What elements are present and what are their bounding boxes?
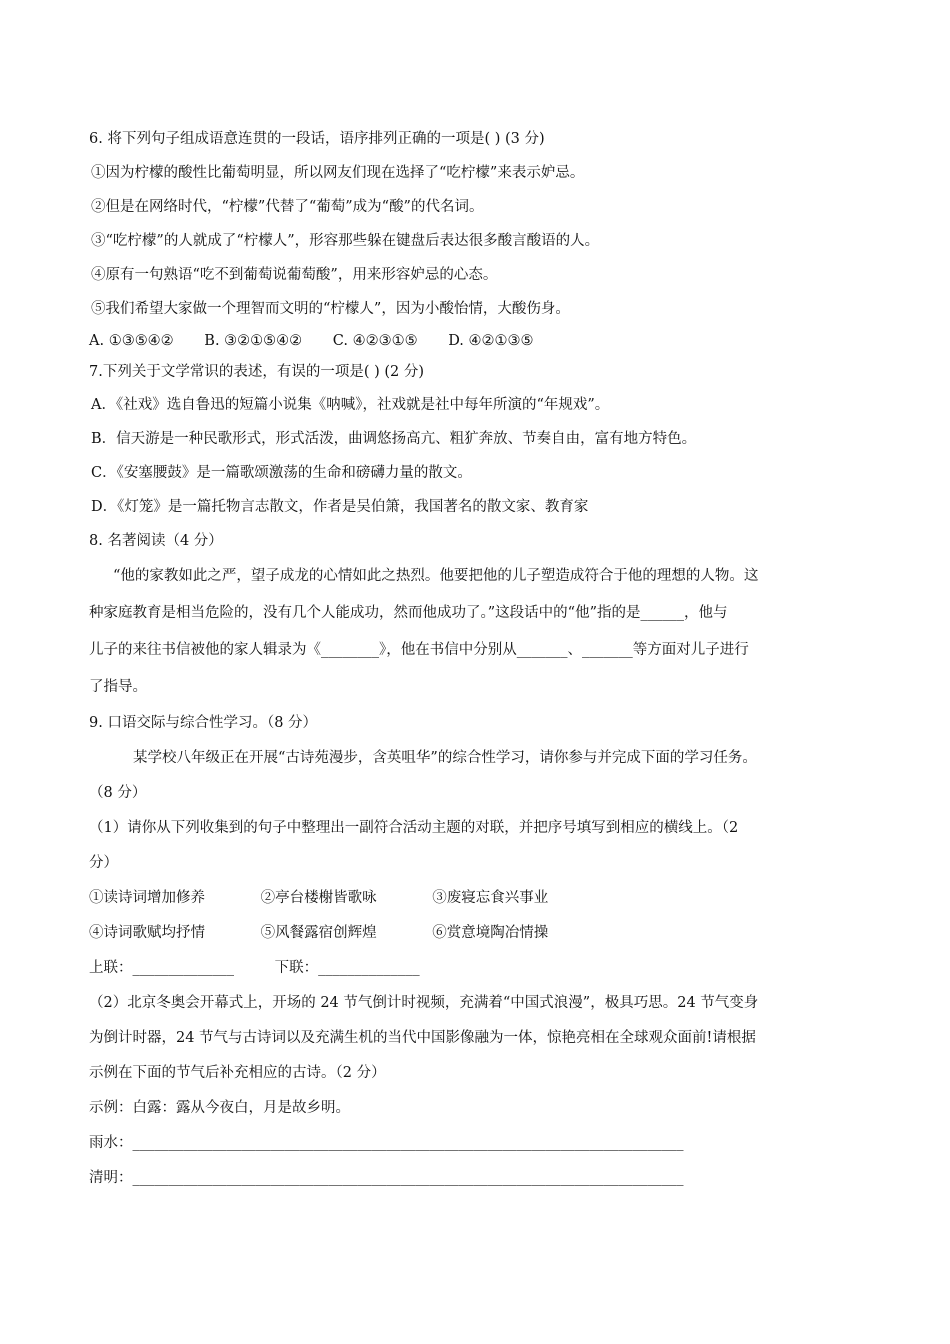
q8-passage-line-3: 儿子的来往书信被他的家人辑录为《________》，他在书信中分别从_______、_______等方面对儿子进行 [89,642,749,658]
q6-option-c: C. ④②③①⑤ [332,333,418,349]
couplet-option-1: ①读诗词增加修养 [89,890,205,906]
q9-part2-line-2: 为倒计时器，24 节气与古诗词以及充满生机的当代中国影像融为一体，惊艳亮相在全球观众面前!请根据 [89,1030,756,1046]
question-8 [89,524,879,706]
q7-option-b: B．信天游是一种民歌形式，形式活泼，曲调悠扬高亢、粗犷奔放、节奏自由，富有地方特色。 [91,431,697,447]
couplet-option-6: ⑥赏意境陶冶情操 [432,925,549,941]
q7-option-a: A．《社戏》选自鲁迅的短篇小说集《呐喊》，社戏就是社中每年所演的“年规戏”。 [91,397,610,413]
q7-option-d: D．《灯笼》是一篇托物言志散文，作者是吴伯箫，我国著名的散文家、教育家 [91,499,589,515]
q8-passage-line-1: “他的家教如此之严，望子成龙的心情如此之热烈。他要把他的儿子塑造成符合于他的理想的人物。这 [113,568,759,584]
q8-passage-line-2: 种家庭教育是相当危险的，没有几个人能成功，然而他成功了。”这段话中的“他”指的是______，他与 [89,605,728,621]
q9-part1-line-2: 分） [89,855,118,871]
question-6 [89,122,879,357]
yushui-answer-blank[interactable]: 雨水：____________________________________________________________________________ [89,1135,684,1151]
exam-page [89,122,879,1196]
upper-couplet-blank[interactable]: 上联：______________ [89,960,234,976]
q9-part2-line-3: 示例在下面的节气后补充相应的古诗。（2 分） [89,1065,386,1081]
couplet-option-5: ⑤风餐露宿创辉煌 [260,925,377,941]
q9-intro-line-1: 某学校八年级正在开展“古诗苑漫步，含英咀华”的综合性学习，请你参与并完成下面的学习任务。 [133,750,757,766]
question-9 [89,706,879,1196]
q6-option-a: A. ①③⑤④② [89,333,174,349]
q9-part1-line-1: （1）请你从下列收集到的句子中整理出一副符合活动主题的对联，并把序号填写到相应的横线上。（2 [89,820,739,836]
question-8-stem: 8. 名著阅读（4 分） [89,533,223,549]
q6-sentence-3: ③“吃柠檬”的人就成了“柠檬人”，形容那些躲在键盘后表达很多酸言酸语的人。 [91,233,600,249]
question-9-stem: 9. 口语交际与综合性学习。（8 分） [89,715,318,731]
q6-options [89,326,879,357]
q7-option-c: C．《安塞腰鼓》是一篇歌颂激荡的生命和磅礴力量的散文。 [91,465,472,481]
question-7 [89,357,879,524]
couplet-option-2: ②亭台楼榭皆歌咏 [260,890,377,906]
q9-intro-line-2: （8 分） [89,785,147,801]
q8-passage-line-4: 了指导。 [89,679,147,695]
question-7-stem: 7.下列关于文学常识的表述，有误的一项是( ) (2 分) [89,364,425,380]
q6-option-b: B. ③②①⑤④② [204,333,303,349]
question-6-stem: 6. 将下列句子组成语意连贯的一段话，语序排列正确的一项是( ) (3 分) [89,131,545,147]
couplet-option-4: ④诗词歌赋均抒情 [89,925,205,941]
q6-sentence-4: ④原有一句熟语“吃不到葡萄说葡萄酸”，用来形容妒忌的心态。 [91,267,498,283]
q9-couplet-answer-row [89,951,879,986]
q6-option-d: D. ④②①③⑤ [448,333,534,349]
q6-sentence-2: ②但是在网络时代，“柠檬”代替了“葡萄”成为“酸”的代名词。 [91,199,484,215]
couplet-option-3: ③废寝忘食兴事业 [432,890,549,906]
q9-couplet-row-1 [89,881,879,916]
q9-couplet-row-2 [89,916,879,951]
lower-couplet-blank[interactable]: 下联：______________ [274,960,420,976]
q9-part2-line-1: （2）北京冬奥会开幕式上，开场的 24 节气倒计时视频，充满着“中国式浪漫”，极具巧思。24 节气变身 [89,995,759,1011]
q9-example: 示例：白露：露从今夜白，月是故乡明。 [89,1100,350,1116]
q6-sentence-5: ⑤我们希望大家做一个理智而文明的“柠檬人”，因为小酸怡情，大酸伤身。 [91,301,570,317]
qingming-answer-blank[interactable]: 清明：____________________________________________________________________________ [89,1170,684,1186]
q6-sentence-1: ①因为柠檬的酸性比葡萄明显，所以网友们现在选择了“吃柠檬”来表示妒忌。 [91,165,585,181]
